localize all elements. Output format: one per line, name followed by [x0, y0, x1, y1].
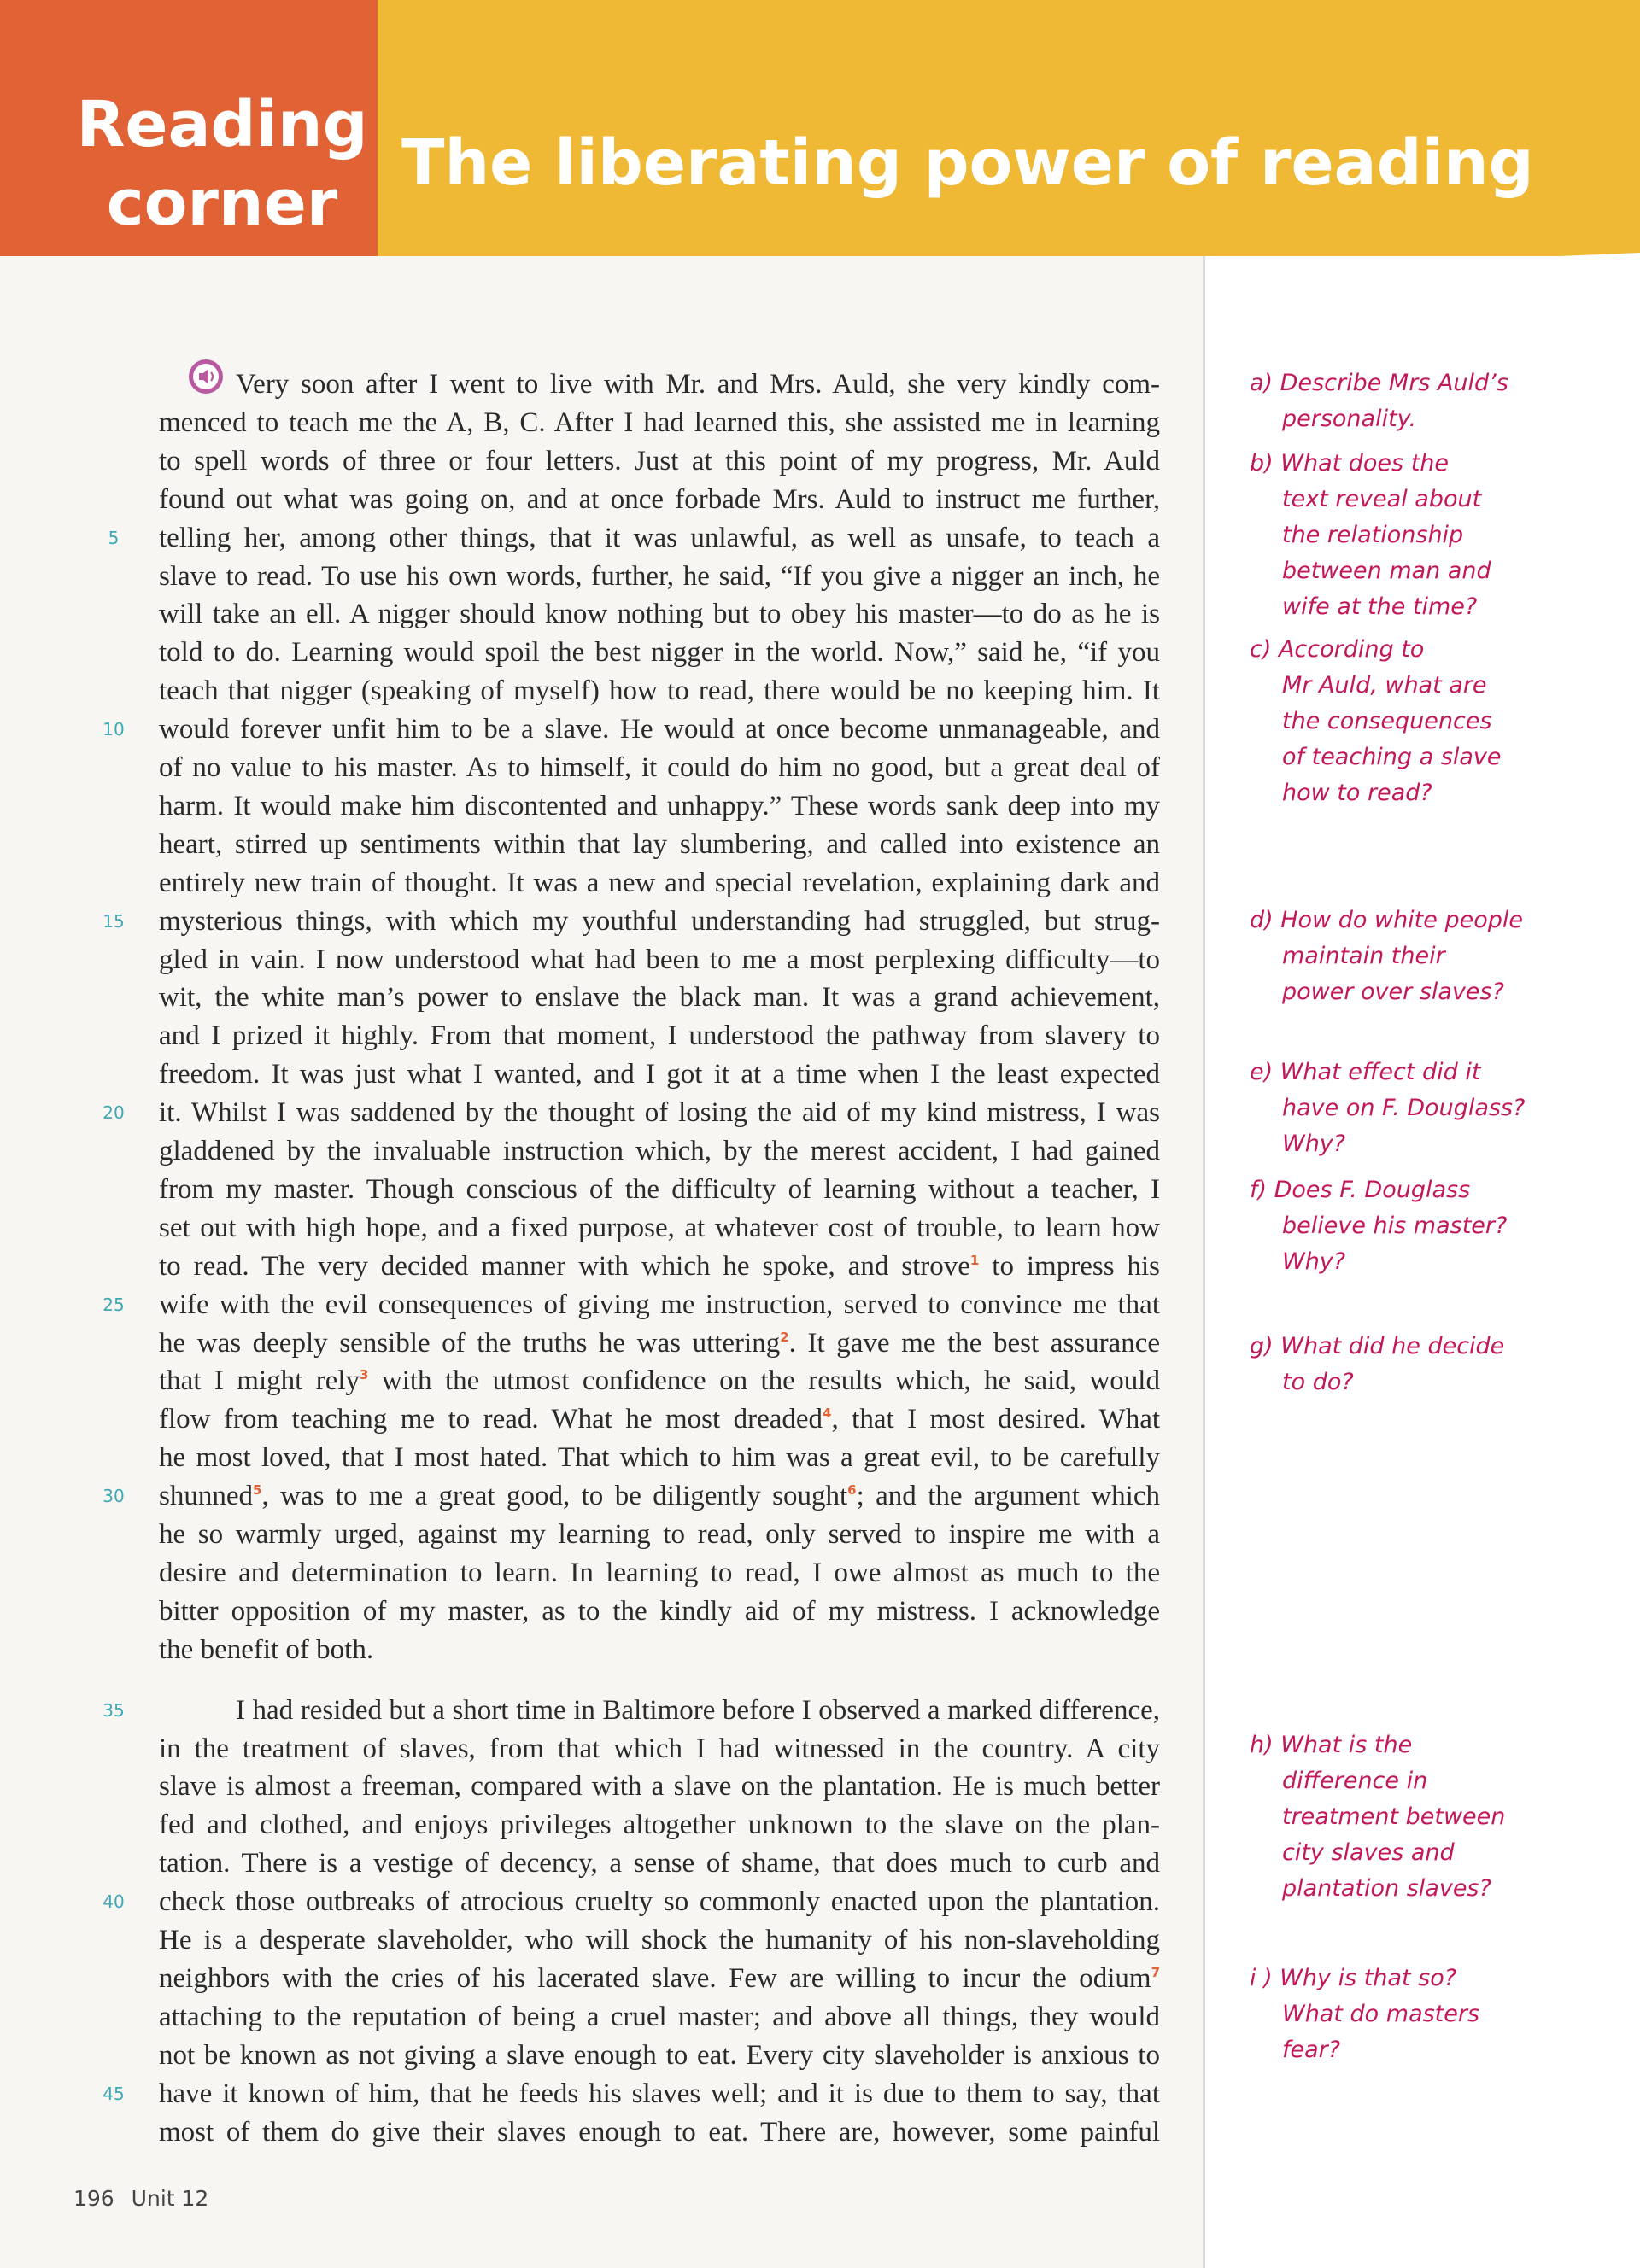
question-line: treatment between: [1282, 1803, 1506, 1830]
question-line: c) According to: [1250, 636, 1425, 663]
passage-line: that I might rely$^3$ with the utmost confidence on the results which, he said, would: [159, 1365, 1160, 1396]
question-line: g) What did he decide: [1250, 1333, 1505, 1359]
footnote-marker: 1: [969, 1253, 980, 1268]
question-line: i ) Why is that so?: [1250, 1965, 1457, 1991]
passage-line: gled in vain. I now understood what had been to me a most perplexing difficulty—to: [159, 944, 1160, 975]
question-line: the relationship: [1282, 522, 1464, 548]
passage-line: he most loved, that I most hated. That which to him was a great evil, to be carefully: [159, 1442, 1160, 1473]
passage-line: telling her, among other things, that it was unlawful, as well as unsafe, to teach a: [159, 523, 1160, 553]
passage-line: and I prized it highly. From that moment, I understood the pathway from slavery to: [159, 1020, 1160, 1051]
question-line: difference in: [1282, 1768, 1428, 1794]
line-number: 30: [102, 1486, 125, 1506]
passage-line: found out what was going on, and at once forbade Mrs. Auld to instruct me further,: [159, 484, 1160, 515]
line-number: 45: [102, 2084, 125, 2104]
question-line: h) What is the: [1250, 1732, 1413, 1758]
question-line: personality.: [1282, 406, 1417, 432]
passage-line: slave is almost a freeman, compared with a slave on the plantation. He is much better: [159, 1771, 1160, 1802]
question-line: have on F. Douglass?: [1282, 1095, 1526, 1121]
question-line: f) Does F. Douglass: [1250, 1177, 1471, 1203]
page-footer: [73, 2186, 208, 2211]
question-item: [1250, 903, 1608, 1010]
question-line: What do masters: [1282, 2001, 1480, 2027]
question-item: [1250, 1961, 1608, 2068]
question-item: [1250, 1055, 1608, 1162]
passage-line: set out with high hope, and a fixed purpose, at whatever cost of trouble, to learn how: [159, 1213, 1160, 1243]
passage-line: desire and determination to learn. In learning to read, I owe almost as much to the: [159, 1558, 1160, 1588]
passage-line: neighbors with the cries of his lacerated slave. Few are willing to incur the odium$^7$: [159, 1963, 1160, 1994]
passage-line: Very soon after I went to live with Mr. and Mrs. Auld, she very kindly com-: [236, 369, 1160, 400]
question-item: [1250, 632, 1608, 811]
page-number: 196: [73, 2186, 114, 2211]
line-number: 5: [108, 528, 120, 548]
line-number: 35: [102, 1700, 125, 1721]
passage-line: wife with the evil consequences of giving me instruction, served to convince me that: [159, 1289, 1160, 1320]
passage-line: to spell words of three or four letters. Just at this point of my progress, Mr. Auld: [159, 446, 1160, 476]
unit-label: Unit 12: [131, 2186, 209, 2211]
passage-line: it. Whilst I was saddened by the thought of losing the aid of my kind mistress, I was: [159, 1097, 1160, 1128]
question-line: fear?: [1282, 2037, 1341, 2063]
question-line: power over slaves?: [1282, 979, 1504, 1005]
passage-line: entirely new train of thought. It was a new and special revelation, explaining dark and: [159, 868, 1160, 898]
question-line: Mr Auld, what are: [1282, 672, 1487, 699]
question-line: text reveal about: [1282, 486, 1482, 512]
passage-line: fed and clothed, and enjoys privileges altogether unknown to the slave on the plan-: [159, 1809, 1160, 1840]
passage-line: tation. There is a vestige of decency, a sense of shame, that does much to curb and: [159, 1848, 1160, 1879]
line-number: 15: [102, 911, 125, 932]
footnote-marker: 4: [823, 1406, 832, 1421]
passage-line: of no value to his master. As to himself, it could do him no good, but a great deal of: [159, 752, 1160, 783]
footnote-marker: 5: [253, 1482, 262, 1498]
question-line: d) How do white people: [1250, 907, 1523, 933]
passage-line: I had resided but a short time in Baltimore before I observed a marked difference,: [236, 1695, 1160, 1726]
footnote-marker: 7: [1151, 1965, 1160, 1980]
question-line: the consequences: [1282, 708, 1492, 734]
passage-line: will take an ell. A nigger should know nothing but to obey his master—to do as he is: [159, 599, 1160, 629]
passage-line: menced to teach me the A, B, C. After I had learned this, she assisted me in learning: [159, 407, 1160, 438]
question-line: believe his master?: [1282, 1213, 1508, 1239]
section-label: Reading corner: [76, 88, 368, 240]
question-line: of teaching a slave: [1282, 744, 1502, 770]
passage-line: harm. It would make him discontented and unhappy.” These words sank deep into my: [159, 791, 1160, 821]
passage-line: he so warmly urged, against my learning to read, only served to inspire me with a: [159, 1519, 1160, 1550]
question-item: [1250, 446, 1608, 625]
passage-line: told to do. Learning would spoil the best nigger in the world. Now,” said he, “if you: [159, 637, 1160, 668]
line-number: 10: [102, 719, 125, 739]
passage-line: would forever unfit him to be a slave. He would at once become unmanageable, and: [159, 714, 1160, 745]
question-line: a) Describe Mrs Auld’s: [1250, 370, 1508, 396]
passage-line: not be known as not giving a slave enough to eat. Every city slaveholder is anxious to: [159, 2040, 1160, 2071]
passage-line: from my master. Though conscious of the difficulty of learning without a teacher, I: [159, 1174, 1160, 1205]
speaker-icon[interactable]: [188, 359, 224, 395]
question-line: plantation slaves?: [1282, 1875, 1491, 1902]
passage-line: he was deeply sensible of the truths he was uttering$^2$. It gave me the best assurance: [159, 1328, 1160, 1359]
header-banner: [0, 0, 1640, 290]
footnote-marker: 3: [360, 1367, 369, 1382]
question-item: [1250, 1172, 1608, 1280]
question-line: Why?: [1282, 1131, 1346, 1157]
question-line: city slaves and: [1282, 1839, 1455, 1866]
question-item: [1250, 1329, 1608, 1400]
passage-line: freedom. It was just what I wanted, and I got it at a time when I the least expected: [159, 1059, 1160, 1090]
passage-line: teach that nigger (speaking of myself) how to read, there would be no keeping him. It: [159, 675, 1160, 706]
question-item: [1250, 1727, 1608, 1907]
question-item: [1250, 365, 1608, 437]
passage-line: shunned$^5$, was to me a great good, to be diligently sought$^6$; and the argument which: [159, 1481, 1160, 1511]
passage-line: heart, stirred up sentiments within that lay slumbering, and called into existence an: [159, 829, 1160, 860]
passage-line: slave to read. To use his own words, further, he said, “If you give a nigger an inch, he: [159, 561, 1160, 592]
passage-line: the benefit of both.: [159, 1634, 374, 1665]
line-number: 25: [102, 1295, 125, 1315]
passage-line: attaching to the reputation of being a cruel master; and above all things, they would: [159, 2002, 1160, 2032]
question-line: between man and: [1282, 558, 1491, 584]
passage-line: gladdened by the invaluable instruction which, by the merest accident, I had gained: [159, 1136, 1160, 1166]
question-line: Why?: [1282, 1248, 1346, 1275]
passage-line: He is a desperate slaveholder, who will shock the humanity of his non-slaveholding: [159, 1925, 1160, 1955]
footnote-marker: 6: [847, 1482, 857, 1498]
passage-line: bitter opposition of my master, as to the kindly aid of my mistress. I acknowledge: [159, 1596, 1160, 1627]
passage-line: wit, the white man’s power to enslave the black man. It was a grand achievement,: [159, 982, 1160, 1013]
question-line: b) What does the: [1250, 450, 1450, 476]
question-line: wife at the time?: [1282, 593, 1478, 620]
passage-line: most of them do give their slaves enough to eat. There are, however, some painful: [159, 2117, 1160, 2148]
passage-line: check those outbreaks of atrocious cruelty so commonly enacted upon the plantation.: [159, 1886, 1160, 1917]
line-number: 40: [102, 1891, 125, 1912]
footnote-marker: 2: [780, 1330, 789, 1345]
passage-line: in the treatment of slaves, from that which I had witnessed in the country. A city: [159, 1733, 1160, 1764]
passage-line: flow from teaching me to read. What he most dreaded$^4$, that I most desired. What: [159, 1404, 1161, 1435]
question-line: to do?: [1282, 1369, 1354, 1395]
passage-line: to read. The very decided manner with which he spoke, and strove$^1$ to impress his: [159, 1251, 1160, 1282]
passage-line: have it known of him, that he feeds his slaves well; and it is due to them to say, that: [159, 2078, 1160, 2109]
page-title: The liberating power of reading: [401, 126, 1534, 200]
question-line: maintain their: [1282, 943, 1445, 969]
question-line: e) What effect did it: [1250, 1059, 1481, 1085]
question-line: how to read?: [1282, 780, 1432, 806]
passage-line: mysterious things, with which my youthful understanding had struggled, but strug-: [159, 906, 1160, 937]
line-number: 20: [102, 1102, 125, 1123]
